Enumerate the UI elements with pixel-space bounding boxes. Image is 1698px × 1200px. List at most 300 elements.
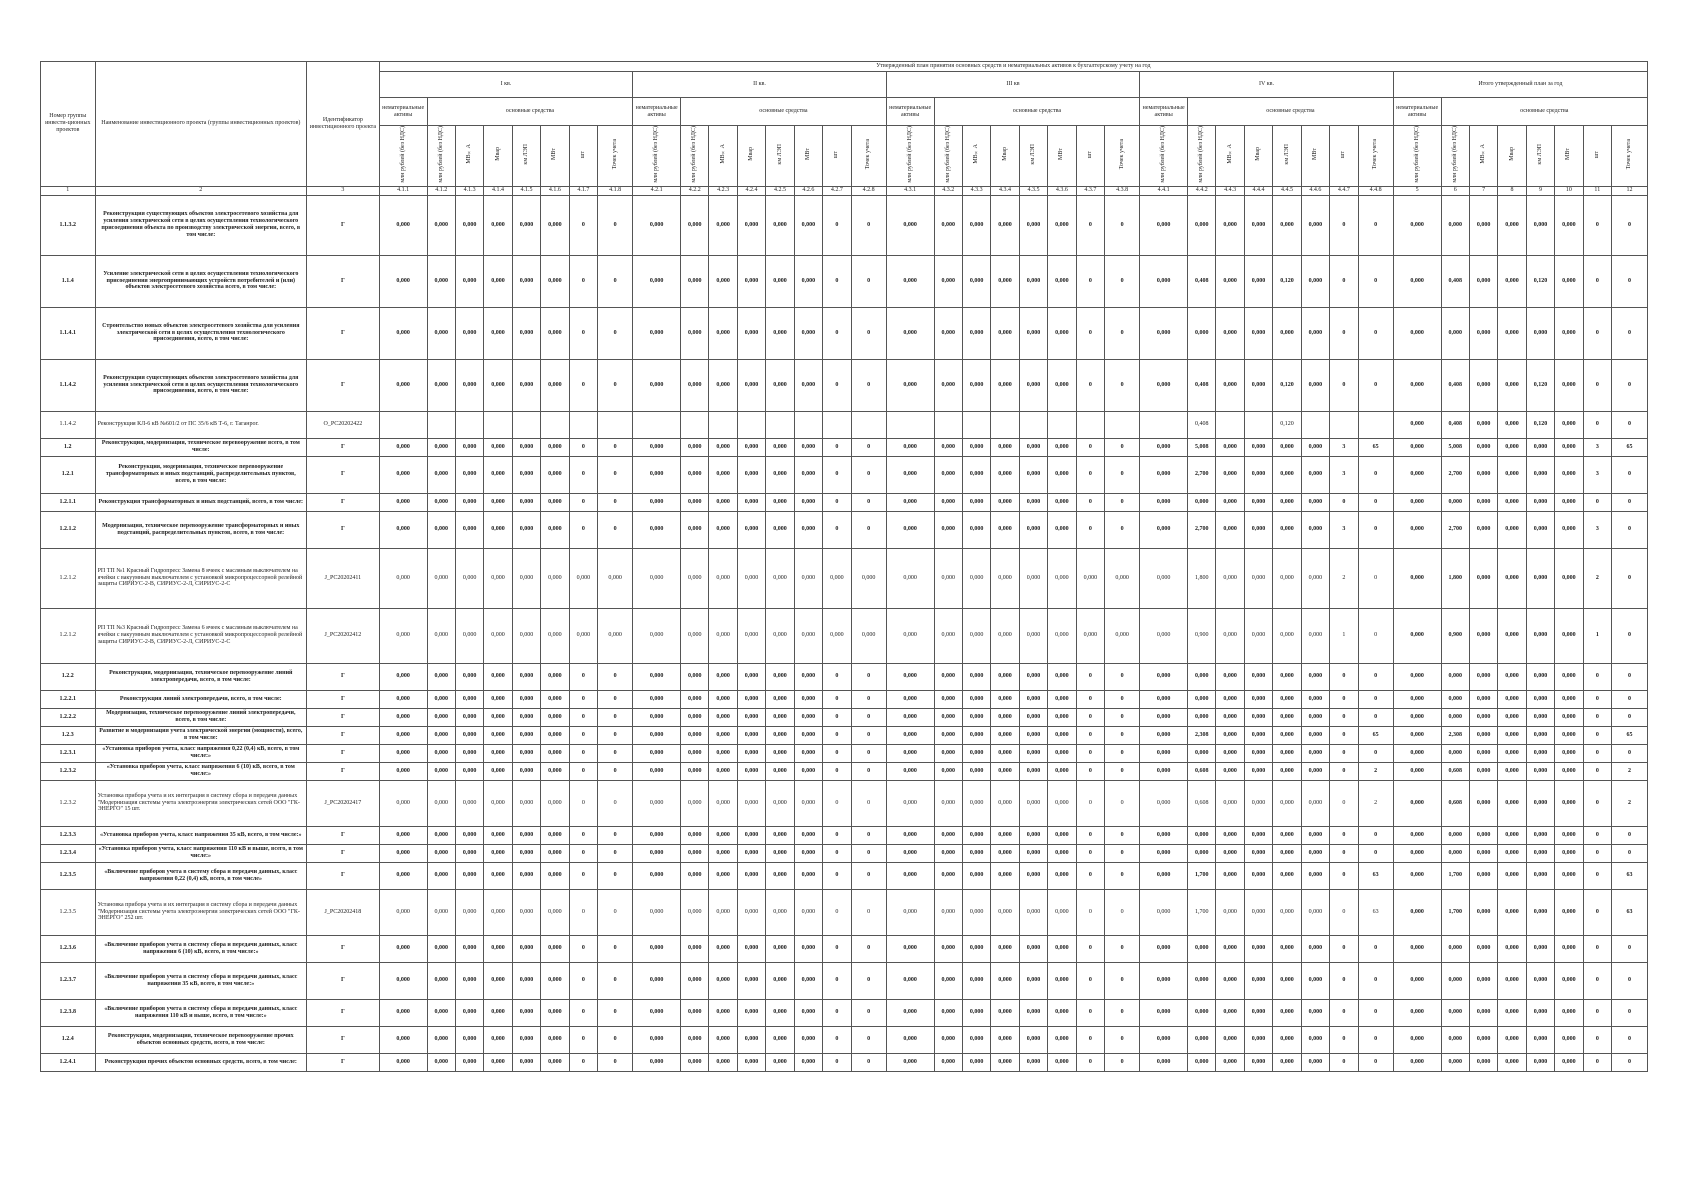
quarter-value-cell: 0,000 (633, 511, 681, 548)
row-number: 1.2.3.5 (41, 889, 96, 935)
quarter-value-cell: 0,000 (541, 862, 569, 889)
quarter-value-cell: 0,000 (709, 762, 737, 780)
quarter-value-cell: 0 (1358, 744, 1393, 762)
quarter-value-cell: 0,000 (1301, 762, 1329, 780)
quarter-value-cell: 0 (1076, 690, 1104, 708)
quarter-value-cell: 0,000 (512, 548, 540, 608)
quarter-value-cell: 0,000 (886, 780, 934, 826)
quarter-value-cell: 0,000 (1188, 307, 1216, 359)
quarter-value-cell: 0,000 (1244, 780, 1272, 826)
quarter-value-cell (991, 411, 1019, 438)
quarter-value-cell: 0,000 (484, 744, 512, 762)
quarter-value-cell: 0,000 (512, 690, 540, 708)
quarter-value-cell (709, 411, 737, 438)
quarter-value-cell: 0 (598, 690, 633, 708)
unit-label: Мвар (1255, 147, 1262, 162)
unit-header (1441, 126, 1469, 187)
quarter-value-cell: 0,000 (737, 844, 765, 862)
quarter-value-cell: 0 (823, 195, 851, 255)
quarter-value-cell: 0,000 (1019, 844, 1047, 862)
quarter-value-cell: 0,000 (1019, 307, 1047, 359)
quarter-value-cell: 0,000 (934, 493, 962, 511)
quarter-value-cell: 0,000 (794, 438, 822, 456)
unit-header (1244, 126, 1272, 187)
intangible-header: нематериальные активы (379, 98, 427, 126)
quarter-value-cell: 0,000 (1140, 999, 1188, 1026)
quarter-value-cell: 0 (1076, 195, 1104, 255)
quarter-value-cell: 0 (823, 726, 851, 744)
quarter-value-cell: 0,000 (737, 195, 765, 255)
total-value-cell: 0,000 (1555, 493, 1583, 511)
quarter-value-cell: 0 (569, 962, 597, 999)
quarter-value-cell: 0,000 (681, 999, 709, 1026)
quarter-value-cell: 0,000 (886, 935, 934, 962)
total-value-cell: 3 (1583, 511, 1611, 548)
quarter-value-cell: 0,000 (1244, 511, 1272, 548)
quarter-value-cell: 0,000 (379, 962, 427, 999)
project-name: Реконструкция прочих объектов основных средств, всего, в том числе: (95, 1053, 306, 1071)
quarter-value-cell: 0 (1105, 862, 1140, 889)
quarter-value-cell: 0,000 (512, 962, 540, 999)
total-value-cell: 0,000 (1526, 726, 1554, 744)
total-value-cell: 0,000 (1555, 195, 1583, 255)
total-value-cell: 0,000 (1469, 307, 1497, 359)
quarter-value-cell: 0,000 (1244, 962, 1272, 999)
project-id: J_PC20202418 (307, 889, 380, 935)
quarter-value-cell: 0,000 (1140, 511, 1188, 548)
quarter-value-cell: 0,000 (379, 438, 427, 456)
total-value-cell: 0,000 (1469, 708, 1497, 726)
unit-header (737, 126, 765, 187)
column-number: 10 (1555, 186, 1583, 195)
quarter-value-cell: 0 (851, 1026, 886, 1053)
quarter-value-cell: 0 (569, 744, 597, 762)
total-value-cell: 0,000 (1555, 548, 1583, 608)
quarter-value-cell: 0,000 (633, 708, 681, 726)
table-row (41, 962, 1648, 999)
unit-label: МВ×А (1480, 144, 1487, 165)
quarter-value-cell: 0 (598, 255, 633, 307)
intangible-header: нематериальные активы (633, 98, 681, 126)
quarter-value-cell: 0,000 (681, 1053, 709, 1071)
quarter-value-cell: 0,000 (1216, 826, 1244, 844)
quarter-value-cell: 0,000 (681, 962, 709, 999)
quarter-value-cell: 63 (1358, 889, 1393, 935)
quarter-value-cell: 0 (569, 255, 597, 307)
quarter-value-cell: 0,000 (427, 663, 455, 690)
project-id: Г (307, 1053, 380, 1071)
quarter-value-cell (427, 411, 455, 438)
quarter-value-cell: 0,000 (737, 511, 765, 548)
quarter-value-cell: 0 (1330, 935, 1358, 962)
quarter-value-cell: 0,000 (484, 511, 512, 548)
total-value-cell: 1,800 (1441, 548, 1469, 608)
quarter-value-cell: 0,000 (766, 708, 794, 726)
column-number: 4.1.6 (541, 186, 569, 195)
quarter-value-cell: 0,000 (427, 744, 455, 762)
quarter-value-cell: 0,000 (541, 726, 569, 744)
project-id: Г (307, 962, 380, 999)
total-value-cell: 0 (1583, 826, 1611, 844)
total-value-cell: 0,000 (1393, 690, 1441, 708)
unit-header (991, 126, 1019, 187)
quarter-value-cell: 0,000 (886, 744, 934, 762)
quarter-value-cell: 0 (569, 511, 597, 548)
quarter-value-cell: 0,000 (1273, 708, 1301, 726)
total-value-cell: 0,000 (1393, 726, 1441, 744)
unit-label: млн рублей (без НДС) (906, 126, 913, 183)
row-number: 1.2.1.2 (41, 548, 96, 608)
quarter-value-cell: 0,000 (455, 195, 483, 255)
quarter-value-cell: 0,000 (1140, 195, 1188, 255)
total-value-cell: 0,000 (1526, 1053, 1554, 1071)
total-value-cell: 0,000 (1469, 456, 1497, 493)
quarter-value-cell: 0 (1076, 307, 1104, 359)
quarter-value-cell: 0 (1330, 726, 1358, 744)
quarter-value-cell: 0 (1076, 780, 1104, 826)
quarter-value-cell: 0 (1105, 844, 1140, 862)
unit-header (1048, 126, 1076, 187)
column-number: 4.3.2 (934, 186, 962, 195)
quarter-value-cell: 0 (1330, 962, 1358, 999)
quarter-value-cell: 0,000 (1273, 493, 1301, 511)
quarter-value-cell: 0,000 (427, 726, 455, 744)
total-value-cell: 0 (1612, 548, 1648, 608)
quarter-value-cell: 0,000 (991, 690, 1019, 708)
quarter-value-cell (1301, 411, 1329, 438)
column-number: 4.3.8 (1105, 186, 1140, 195)
quarter-value-cell: 0,000 (427, 862, 455, 889)
quarter-value-cell: 0 (851, 889, 886, 935)
total-value-cell: 0,000 (1441, 1026, 1469, 1053)
quarter-value-cell: 0,000 (1140, 548, 1188, 608)
quarter-value-cell: 0,000 (1244, 935, 1272, 962)
quarter-value-cell: 0,000 (766, 935, 794, 962)
total-value-cell: 0,000 (1498, 511, 1526, 548)
quarter-value-cell: 0,000 (427, 826, 455, 844)
quarter-value-cell: 0 (1076, 826, 1104, 844)
quarter-value-cell: 0,000 (1019, 456, 1047, 493)
project-id-header: Идентификатор инвестиционного проекта (307, 62, 380, 187)
quarter-value-cell: 0,000 (541, 493, 569, 511)
quarter-value-cell: 0,000 (455, 1053, 483, 1071)
total-value-cell: 0,000 (1498, 962, 1526, 999)
quarter-value-cell (1140, 411, 1188, 438)
quarter-value-cell: 0,000 (709, 999, 737, 1026)
quarter-value-cell: 0 (598, 762, 633, 780)
column-number: 4.1.2 (427, 186, 455, 195)
quarter-value-cell: 0,000 (1244, 307, 1272, 359)
table-row (41, 744, 1648, 762)
total-value-cell: 2,308 (1441, 726, 1469, 744)
quarter-value-cell: 0,408 (1188, 255, 1216, 307)
quarter-value-cell: 0,000 (1301, 438, 1329, 456)
quarter-value-cell: 0,000 (823, 548, 851, 608)
unit-label: млн рублей (без НДС) (1413, 126, 1420, 183)
total-value-cell: 0 (1612, 935, 1648, 962)
quarter-value-cell: 0,000 (766, 762, 794, 780)
quarter-value-cell: 0,000 (1140, 663, 1188, 690)
quarter-value-cell: 0,000 (991, 826, 1019, 844)
total-value-cell: 0,000 (1393, 255, 1441, 307)
total-value-cell: 0,000 (1498, 1026, 1526, 1053)
total-value-cell: 0,408 (1441, 411, 1469, 438)
unit-header (794, 126, 822, 187)
total-value-cell: 0,000 (1469, 1026, 1497, 1053)
total-value-cell: 0,000 (1441, 1053, 1469, 1071)
quarter-value-cell: 0,000 (766, 438, 794, 456)
total-value-cell: 0,000 (1469, 780, 1497, 826)
quarter-value-cell: 0 (1076, 999, 1104, 1026)
quarter-value-cell: 0 (1076, 456, 1104, 493)
row-number: 1.2.2.2 (41, 708, 96, 726)
intangible-header: нематериальные активы (886, 98, 934, 126)
quarter-value-cell: 0,000 (1273, 195, 1301, 255)
total-value-cell: 0,000 (1526, 962, 1554, 999)
quarter-value-cell: 0,000 (934, 862, 962, 889)
quarter-value-cell (794, 411, 822, 438)
quarter-value-cell: 0,000 (512, 999, 540, 1026)
row-number: 1.2.3.7 (41, 962, 96, 999)
quarter-value-cell (1105, 411, 1140, 438)
quarter-value-cell: 0,408 (1188, 411, 1216, 438)
quarter-value-cell: 0 (823, 690, 851, 708)
quarter-value-cell: 0,000 (766, 844, 794, 862)
project-name: Модернизация, техническое перевооружение линий электропередачи, всего, в том числе: (95, 708, 306, 726)
quarter-value-cell: 0,000 (794, 708, 822, 726)
quarter-value-cell: 0,000 (1216, 889, 1244, 935)
quarter-value-cell: 0,000 (934, 999, 962, 1026)
quarter-value-cell: 0,000 (934, 307, 962, 359)
quarter-value-cell: 0,000 (766, 862, 794, 889)
quarter-value-cell: 0,000 (633, 663, 681, 690)
quarter-value-cell: 0,000 (709, 307, 737, 359)
quarter-value-cell: 0,000 (886, 826, 934, 844)
column-number: 6 (1441, 186, 1469, 195)
unit-label: Мвар (1508, 147, 1515, 162)
quarter-value-cell: 0,000 (633, 255, 681, 307)
quarter-value-cell: 0,000 (633, 359, 681, 411)
quarter-value-cell: 0,000 (794, 726, 822, 744)
total-value-cell: 0 (1583, 844, 1611, 862)
quarter-value-cell: 0,000 (794, 359, 822, 411)
quarter-value-cell: 0 (1105, 1053, 1140, 1071)
quarter-value-cell: 0,000 (962, 708, 990, 726)
total-value-cell: 0,000 (1498, 307, 1526, 359)
quarter-value-cell: 0,000 (1244, 762, 1272, 780)
total-value-cell: 0,000 (1498, 663, 1526, 690)
quarter-value-cell: 0,000 (379, 935, 427, 962)
quarter-value-cell: 0,000 (1301, 935, 1329, 962)
quarter-value-cell: 0 (1076, 844, 1104, 862)
quarter-value-cell: 0 (851, 726, 886, 744)
project-name: Реконструкция КЛ-6 кВ №601/2 от ПС 35/6 кВ Т-6, г. Таганрог. (95, 411, 306, 438)
quarter-value-cell: 0,000 (1273, 307, 1301, 359)
quarter-value-cell: 0 (851, 307, 886, 359)
quarter-value-cell: 0,000 (379, 663, 427, 690)
quarter-value-cell: 0,000 (709, 438, 737, 456)
quarter-value-cell: 0 (1076, 962, 1104, 999)
table-row (41, 456, 1648, 493)
quarter-value-cell: 0,000 (1273, 762, 1301, 780)
total-value-cell: 0 (1583, 962, 1611, 999)
quarter-value-cell: 0,000 (1216, 548, 1244, 608)
total-value-cell: 0,000 (1498, 935, 1526, 962)
quarter-value-cell: 0 (1330, 663, 1358, 690)
table-row (41, 663, 1648, 690)
quarter-value-cell: 0,000 (427, 780, 455, 826)
quarter-value-cell: 0,000 (512, 726, 540, 744)
quarter-value-cell: 0 (598, 826, 633, 844)
column-number: 4.1.5 (512, 186, 540, 195)
quarter-value-cell: 0 (1330, 744, 1358, 762)
table-row (41, 195, 1648, 255)
total-value-cell: 0,000 (1526, 708, 1554, 726)
quarter-value-cell: 0,000 (886, 690, 934, 708)
quarter-value-cell: 0,000 (484, 862, 512, 889)
quarter-value-cell: 0,000 (484, 935, 512, 962)
unit-header (455, 126, 483, 187)
quarter-value-cell: 0,000 (794, 456, 822, 493)
total-value-cell: 0 (1612, 663, 1648, 690)
total-value-cell: 0,000 (1393, 826, 1441, 844)
total-value-cell: 0 (1612, 493, 1648, 511)
table-row (41, 762, 1648, 780)
column-number: 3 (307, 186, 380, 195)
total-value-cell: 0,000 (1469, 255, 1497, 307)
column-number: 4.3.5 (1019, 186, 1047, 195)
total-value-cell: 0,408 (1441, 255, 1469, 307)
total-value-cell: 0,000 (1555, 608, 1583, 663)
quarter-value-cell: 0 (823, 999, 851, 1026)
plan-table (40, 61, 1648, 1072)
quarter-value-cell: 0,000 (991, 359, 1019, 411)
row-number: 1.2.3 (41, 726, 96, 744)
total-value-cell: 0 (1583, 744, 1611, 762)
column-number: 12 (1612, 186, 1648, 195)
quarter-value-cell: 0,000 (709, 844, 737, 862)
quarter-value-cell: 0,000 (1301, 548, 1329, 608)
quarter-value-cell: 0,000 (766, 359, 794, 411)
quarter-value-cell: 0 (598, 1026, 633, 1053)
quarter-value-cell: 0,000 (1244, 359, 1272, 411)
quarter-value-cell: 0,000 (737, 548, 765, 608)
quarter-value-cell: 0 (1330, 862, 1358, 889)
total-value-cell: 0,000 (1469, 862, 1497, 889)
unit-label: МВ×А (719, 144, 726, 165)
project-name: РП ТП №3 Красный Гидропресс Замена 6 ячеек с масляным выключателем на ячейки с вакуумным выключателем с установкой микропроцессорной релейной защиты СИРИУС-2-В, СИРИУС-2-Л, СИРИУС-2-С (95, 608, 306, 663)
quarter-value-cell (1244, 411, 1272, 438)
quarter-value-cell: 0,000 (1273, 780, 1301, 826)
quarter-value-cell: 0,000 (379, 195, 427, 255)
quarter-value-cell: 0,000 (379, 359, 427, 411)
quarter-value-cell: 0 (851, 780, 886, 826)
total-value-cell: 0 (1583, 255, 1611, 307)
quarter-value-cell: 0,000 (934, 935, 962, 962)
quarter-value-cell: 0,000 (1048, 511, 1076, 548)
quarter-value-cell: 0 (1105, 726, 1140, 744)
quarter-value-cell: 0,000 (737, 663, 765, 690)
total-value-cell: 3 (1583, 456, 1611, 493)
quarter-value-cell: 0 (598, 862, 633, 889)
quarter-value-cell: 0,000 (1048, 690, 1076, 708)
quarter-value-cell: 0 (598, 780, 633, 826)
project-id: Г (307, 999, 380, 1026)
total-value-cell: 0,000 (1555, 307, 1583, 359)
unit-label: млн рублей (без НДС) (1451, 126, 1458, 183)
total-value-cell: 0,000 (1498, 255, 1526, 307)
quarter-value-cell: 0,000 (633, 608, 681, 663)
row-number: 1.2.4.1 (41, 1053, 96, 1071)
quarter-value-cell: 0,000 (794, 195, 822, 255)
quarter-value-cell: 0,000 (851, 608, 886, 663)
quarter-value-cell: 0 (1105, 780, 1140, 826)
quarter-value-cell: 0,000 (1273, 456, 1301, 493)
quarter-value-cell: 0 (823, 307, 851, 359)
quarter-value-cell: 0,000 (1140, 962, 1188, 999)
quarter-value-cell: 0,000 (794, 511, 822, 548)
total-value-cell: 0,000 (1555, 726, 1583, 744)
quarter-value-cell: 0 (1358, 493, 1393, 511)
row-number: 1.2.4 (41, 1026, 96, 1053)
quarter-value-cell (1330, 411, 1358, 438)
quarter-value-cell: 0,000 (709, 1053, 737, 1071)
quarter-value-cell: 0 (1076, 1026, 1104, 1053)
total-value-cell: 0,000 (1393, 195, 1441, 255)
row-number: 1.2.1 (41, 456, 96, 493)
quarter-value-cell: 0,000 (886, 762, 934, 780)
quarter-value-cell: 0 (1105, 708, 1140, 726)
quarter-value-cell: 0 (851, 962, 886, 999)
unit-header (1330, 126, 1358, 187)
quarter-value-cell: 0,000 (991, 548, 1019, 608)
quarter-value-cell: 0,000 (1048, 195, 1076, 255)
quarter-value-cell: 0,000 (1273, 744, 1301, 762)
total-value-cell: 0 (1583, 935, 1611, 962)
quarter-value-cell: 0,000 (681, 359, 709, 411)
quarter-value-cell: 0,000 (1076, 608, 1104, 663)
quarter-value-cell: 0,000 (512, 744, 540, 762)
total-value-cell: 0,000 (1393, 780, 1441, 826)
total-value-cell: 0 (1612, 411, 1648, 438)
unit-label: шт (1086, 150, 1093, 158)
quarter-value-cell: 0,000 (379, 1026, 427, 1053)
quarter-value-cell: 0,000 (1244, 708, 1272, 726)
total-value-cell: 0,000 (1441, 999, 1469, 1026)
table-row (41, 999, 1648, 1026)
quarter-value-cell: 0,000 (512, 780, 540, 826)
total-value-cell: 0,000 (1498, 762, 1526, 780)
quarter-value-cell: 0,000 (934, 456, 962, 493)
quarter-value-cell: 0,000 (737, 359, 765, 411)
quarter-value-cell: 0 (1105, 889, 1140, 935)
column-number: 4.4.7 (1330, 186, 1358, 195)
quarter-value-cell: 0,000 (379, 844, 427, 862)
table-row (41, 608, 1648, 663)
quarter-value-cell: 0,000 (737, 255, 765, 307)
quarter-value-cell: 0,000 (1048, 780, 1076, 826)
unit-label: шт (579, 150, 586, 158)
total-value-cell: 0,000 (1526, 762, 1554, 780)
quarter-value-cell: 0 (1105, 456, 1140, 493)
quarter-value-cell: 0,000 (962, 438, 990, 456)
column-number: 4.3.1 (886, 186, 934, 195)
quarter-value-cell: 0,000 (934, 1053, 962, 1071)
quarter-value-cell: 0,000 (427, 999, 455, 1026)
project-name: Развитие и модернизация учета электрической энергии (мощности), всего, в том числе: (95, 726, 306, 744)
quarter-value-cell: 0,000 (1188, 1053, 1216, 1071)
total-value-cell: 0 (1583, 708, 1611, 726)
